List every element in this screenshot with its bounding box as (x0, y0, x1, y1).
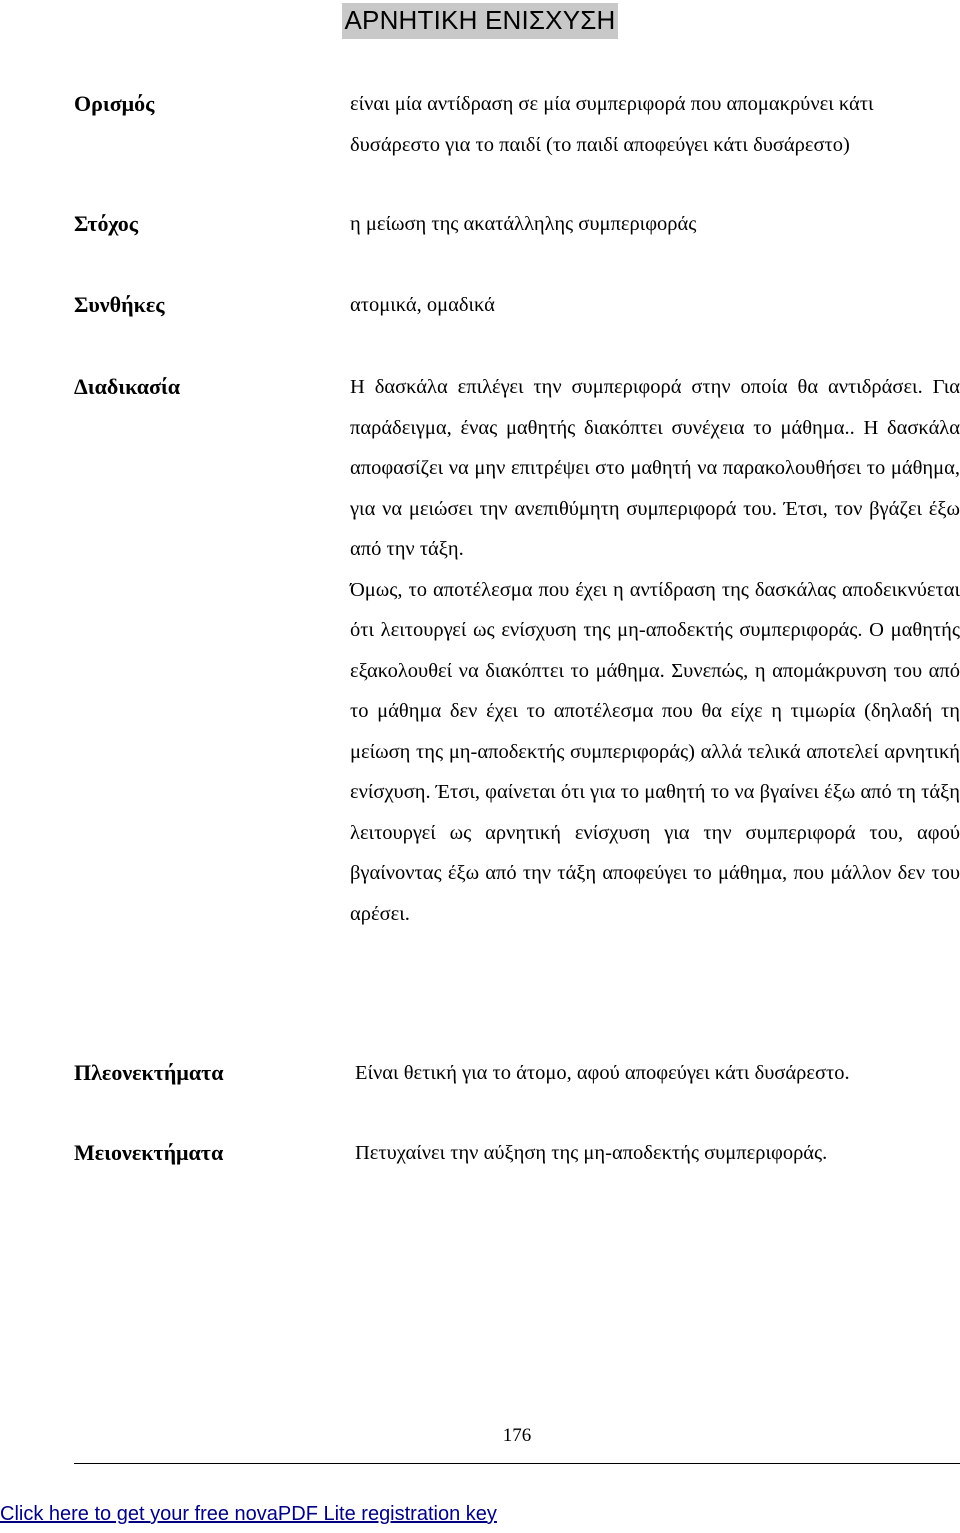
footer-divider (74, 1463, 960, 1464)
procedure-value (350, 367, 960, 934)
procedure-label: Διαδικασία (74, 374, 181, 399)
goal-value: η μείωση της ακατάλληλης συμπεριφοράς (350, 213, 697, 235)
advantages-label: Πλεονεκτήματα (74, 1060, 224, 1085)
procedure-paragraph-2: Όμως, το αποτέλεσμα που έχει η αντίδραση της δασκάλας αποδεικνύεται ότι λειτουργεί ως ενίσχυση της μη-αποδεκτής συμπεριφοράς. Ο μαθητής εξακολουθεί να διακόπτει το μάθημα. Συνεπώς, η απομάκρυνση του από το μάθημα δεν έχει το αποτέλεσμα που θα είχε η τιμωρία (δηλαδή τη μείωση της μη-αποδεκτής συμπεριφοράς) αλλά τελικά αποτελεί αρνητική ενίσχυση. Έτσι, φαίνεται ότι για το μαθητή το να βγαίνει έξω από τη τάξη λειτουργεί ως αρνητική ενίσχυση για την συμπεριφορά του, αφού βγαίνοντας έξω από την τάξη αποφεύγει το μάθημα, που μάλλον δεν του αρέσει. (350, 578, 960, 925)
definition-value: είναι μία αντίδραση σε μία συμπεριφορά που απομακρύνει κάτι δυσάρεστο για το παιδί (το παιδί αποφεύγει κάτι δυσάρεστο) (350, 93, 874, 156)
advantages-value: Είναι θετική για το άτομο, αφού αποφεύγει κάτι δυσάρεστο. (355, 1062, 850, 1084)
page-number: 176 (502, 1425, 532, 1446)
page-title: ΑΡΝΗΤΙΚΗ ΕΝΙΣΧΥΣΗ (342, 3, 617, 39)
disadvantages-value: Πετυχαίνει την αύξηση της μη-αποδεκτής συμπεριφοράς. (355, 1142, 828, 1164)
procedure-paragraph-1: Η δασκάλα επιλέγει την συμπεριφορά στην οποία θα αντιδράσει. Για παράδειγμα, ένας μαθητής διακόπτει συνέχεια το μάθημα.. Η δασκάλα αποφασίζει να μην επιτρέψει στο μαθητή να παρακολουθήσει το μάθημα, για να μειώσει την ανεπιθύμητη συμπεριφορά του. Έτσι, τον βγάζει έξω από την τάξη. (350, 376, 960, 560)
registration-promo-link[interactable]: Click here to get your free novaPDF Lite registration key (0, 1503, 497, 1525)
conditions-value: ατομικά, ομαδικά (350, 294, 495, 316)
goal-label: Στόχος (74, 211, 139, 236)
disadvantages-label: Μειονεκτήματα (74, 1140, 224, 1165)
title-wrapper (0, 0, 960, 39)
conditions-label: Συνθήκες (74, 292, 165, 317)
definition-label: Ορισμός (74, 91, 155, 116)
